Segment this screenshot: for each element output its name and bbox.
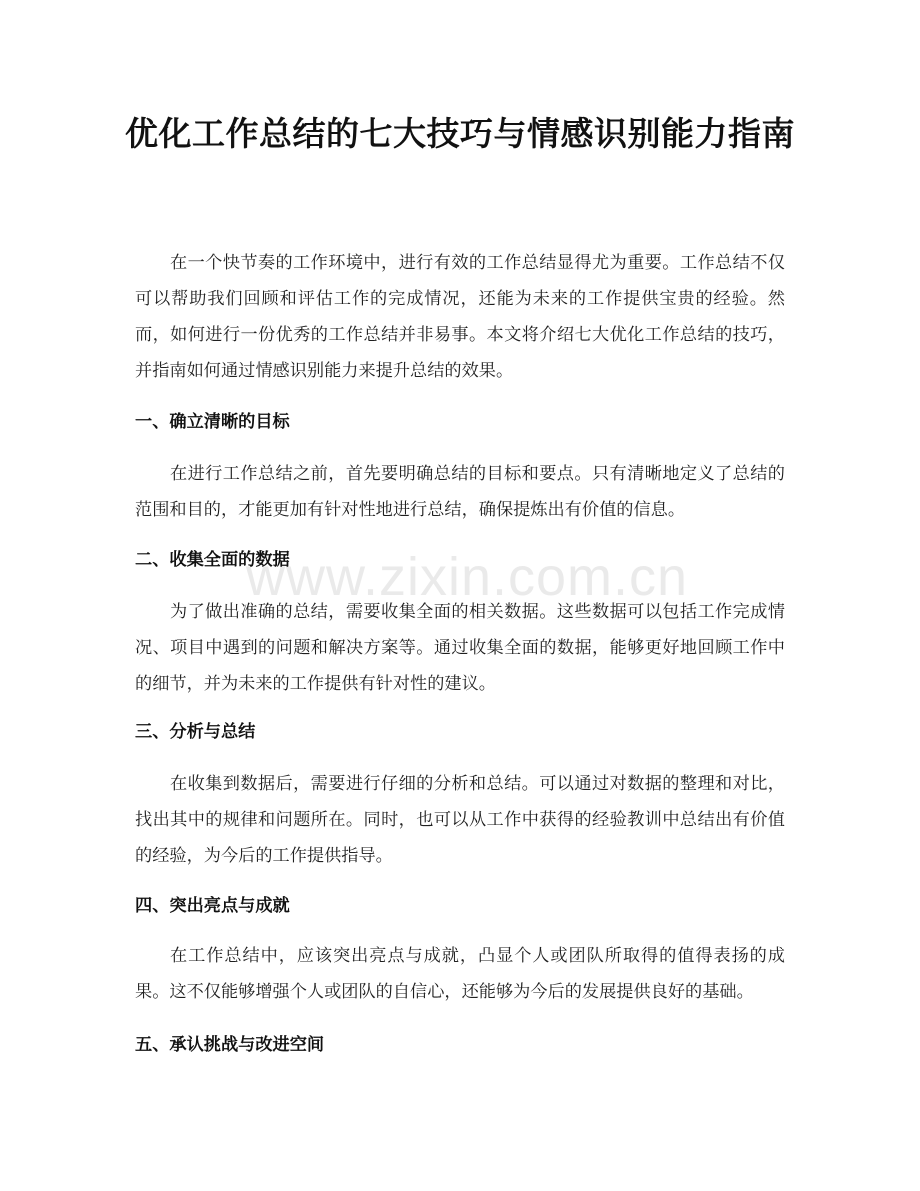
document-title: 优化工作总结的七大技巧与情感识别能力指南: [125, 114, 795, 153]
watermark: www.zixin.com.cn: [245, 547, 689, 607]
section-heading-2: 二、收集全面的数据: [135, 550, 290, 570]
section-heading-3: 三、分析与总结: [135, 722, 256, 742]
section-heading-1: 一、确立清晰的目标: [135, 412, 290, 432]
section-heading-4: 四、突出亮点与成就: [135, 896, 290, 916]
section-heading-5: 五、承认挑战与改进空间: [135, 1035, 325, 1055]
section-body-2: 为了做出准确的总结，需要收集全面的相关数据。这些数据可以包括工作完成情况、项目中遇到的问题和解决方案等。通过收集全面的数据，能够更好地回顾工作中的细节，并为未来的工作提供有针对性的建议。: [135, 602, 785, 694]
section-body-3: 在收集到数据后，需要进行仔细的分析和总结。可以通过对数据的整理和对比，找出其中的规律和问题所在。同时，也可以从工作中获得的经验教训中总结出有价值的经验，为今后的工作提供指导。: [135, 774, 785, 866]
intro-paragraph: 在一个快节奏的工作环境中，进行有效的工作总结显得尤为重要。工作总结不仅可以帮助我们回顾和评估工作的完成情况，还能为未来的工作提供宝贵的经验。然而，如何进行一份优秀的工作总结并非易事。本文将介绍七大优化工作总结的技巧，并指南如何通过情感识别能力来提升总结的效果。: [135, 253, 785, 381]
section-body-4: 在工作总结中，应该突出亮点与成就，凸显个人或团队所取得的值得表扬的成果。这不仅能够增强个人或团队的自信心，还能够为今后的发展提供良好的基础。: [135, 946, 785, 1002]
section-body-1: 在进行工作总结之前，首先要明确总结的目标和要点。只有清晰地定义了总结的范围和目的，才能更加有针对性地进行总结，确保提炼出有价值的信息。: [135, 464, 785, 520]
